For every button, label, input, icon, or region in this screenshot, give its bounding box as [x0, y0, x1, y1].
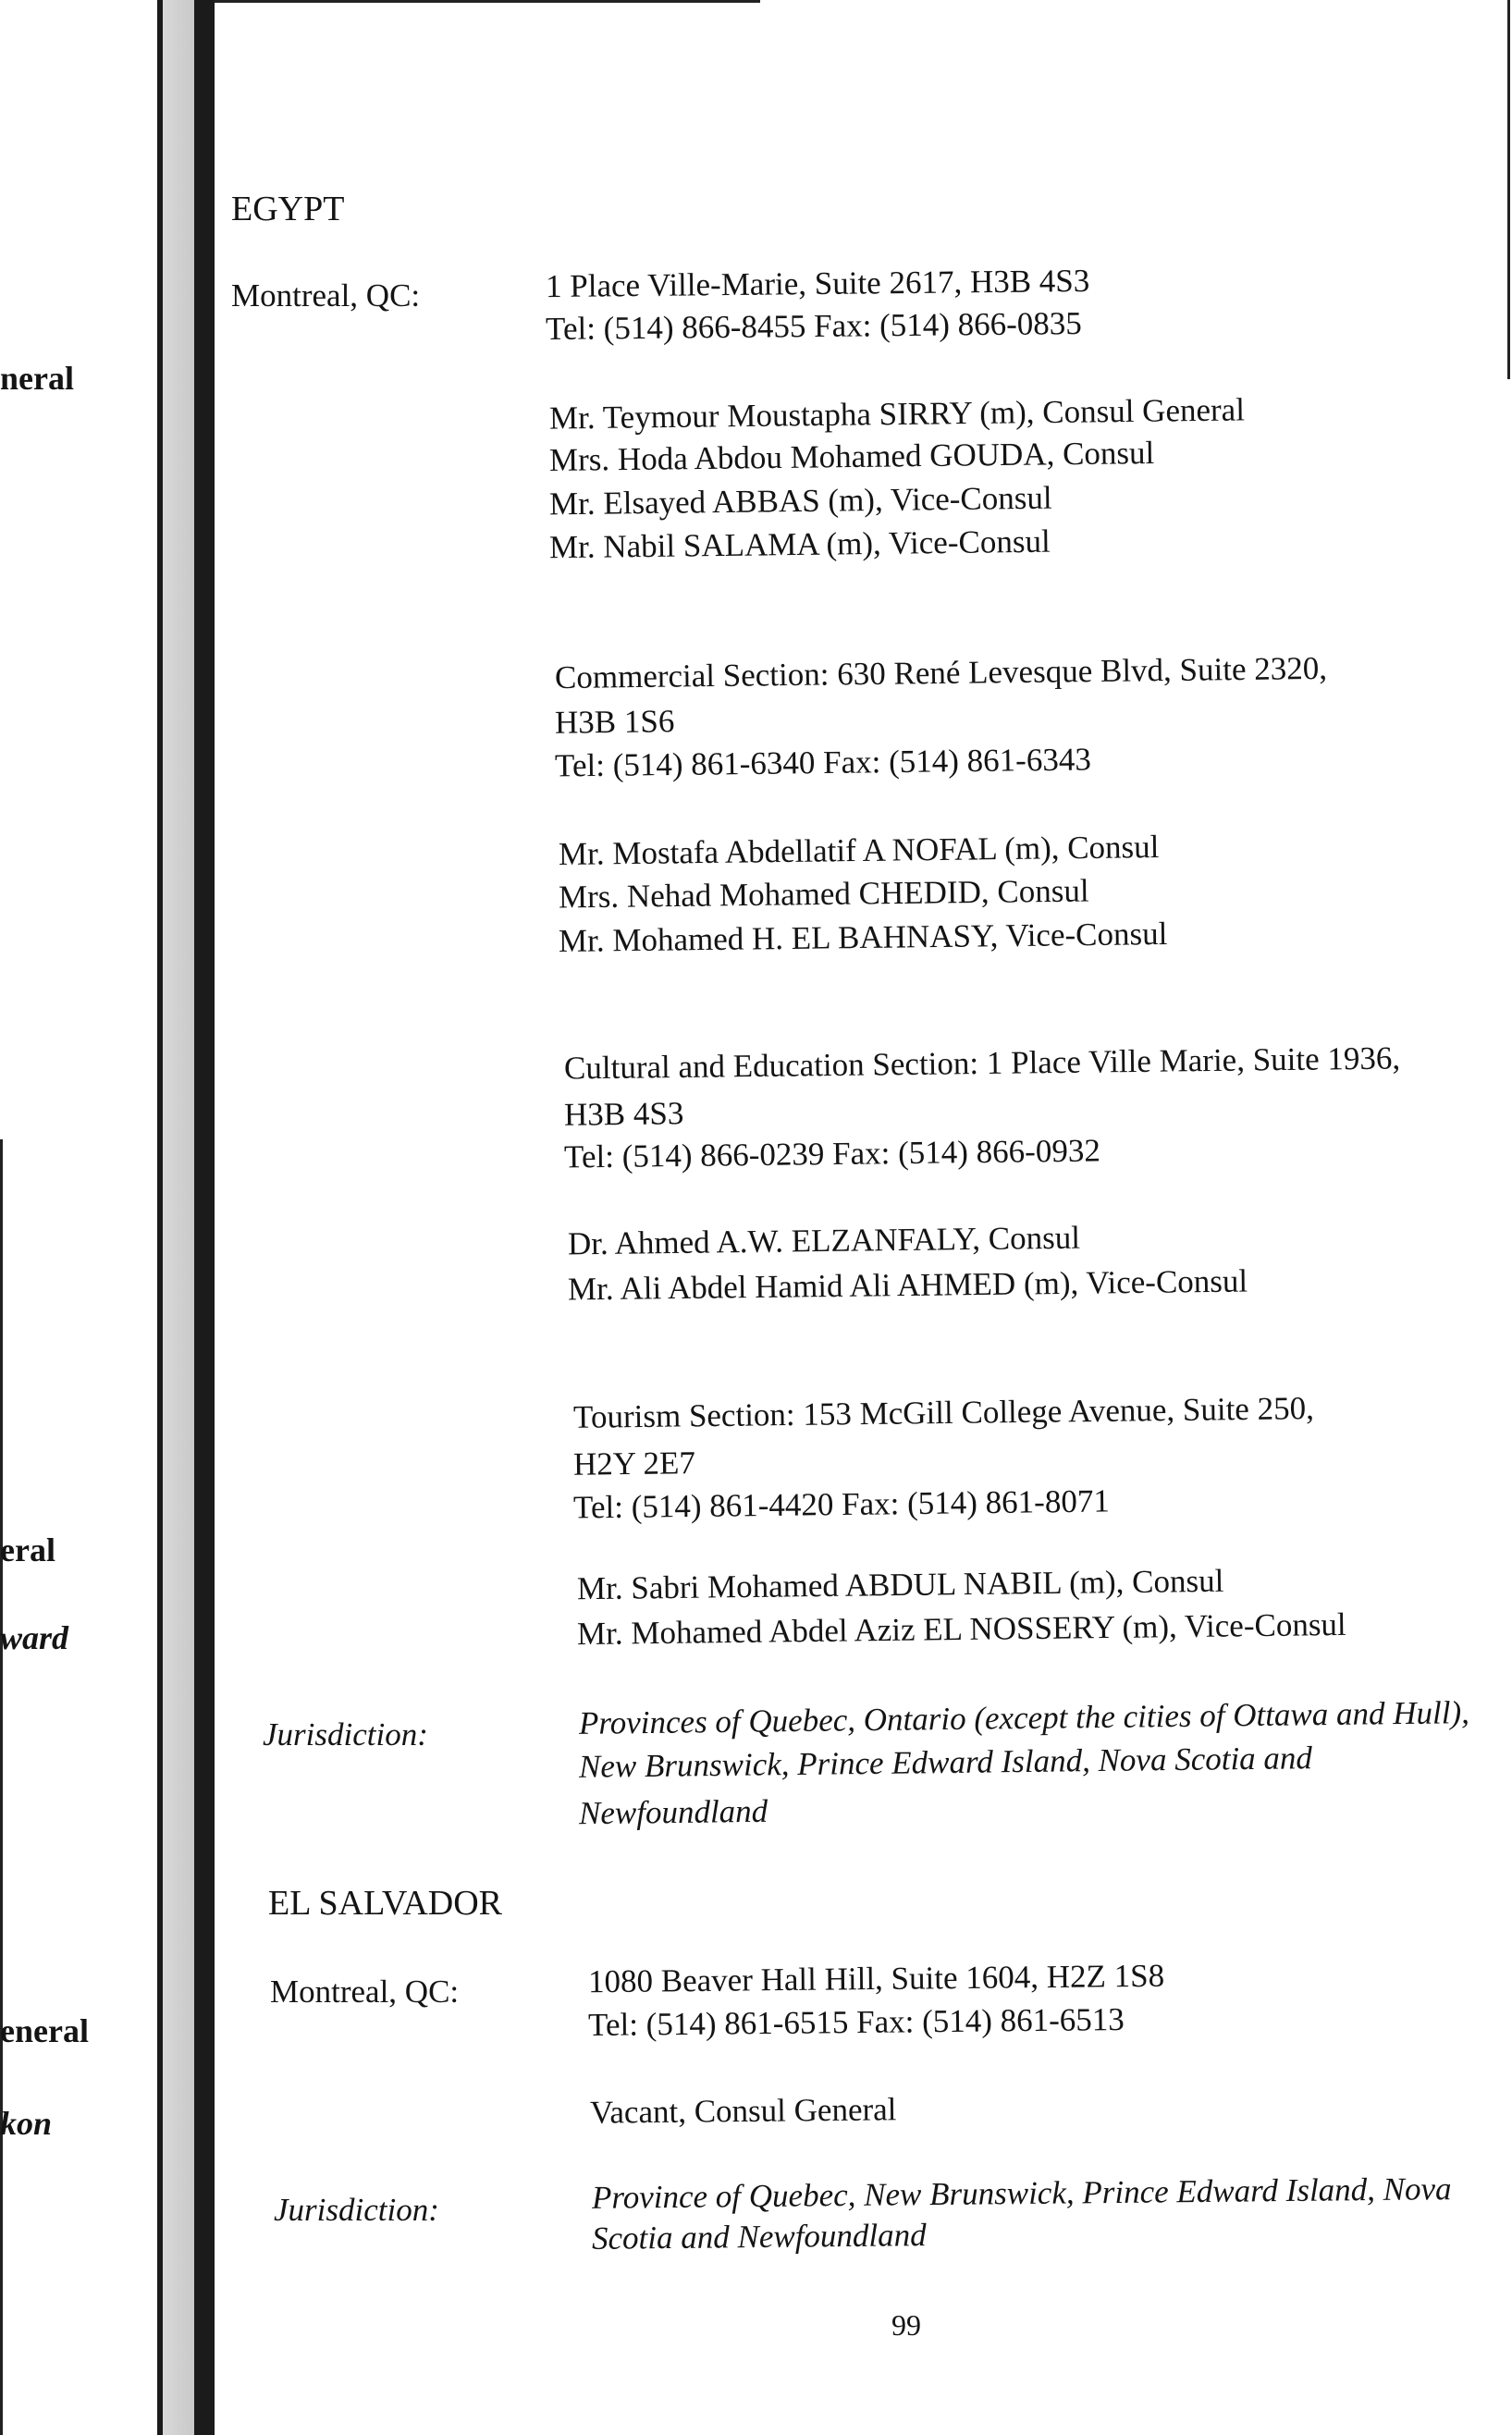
office-label: Montreal, QC:: [270, 1974, 460, 2010]
jurisdiction-line: New Brunswick, Prince Edward Island, Nova Scotia and: [578, 1740, 1313, 1785]
prev-page-fragment: ward: [0, 1619, 69, 1656]
previous-page-rule: [0, 1139, 3, 2435]
phone-line: Tel: (514) 866-0239 Fax: (514) 866-0932: [563, 1132, 1101, 1175]
phone-line: Tel: (514) 866-8455 Fax: (514) 866-0835: [545, 304, 1083, 348]
right-edge-rule: [1507, 0, 1510, 379]
staff-line: Dr. Ahmed A.W. ELZANFALY, Consul: [567, 1219, 1081, 1262]
country-heading-el-salvador: EL SALVADOR: [268, 1884, 503, 1923]
page-binding-shadow: [157, 0, 215, 2435]
page-number: 99: [891, 2308, 921, 2342]
phone-line: Tel: (514) 861-6340 Fax: (514) 861-6343: [554, 741, 1092, 784]
top-rule: [215, 0, 760, 3]
prev-page-fragment: eneral: [0, 2012, 89, 2049]
staff-line: Mr. Elsayed ABBAS (m), Vice-Consul: [548, 479, 1052, 523]
section-address-line: Commercial Section: 630 René Levesque Blvd, Suite 2320,: [554, 649, 1328, 696]
jurisdiction-line: Scotia and Newfoundland: [591, 2217, 927, 2257]
staff-line: Mrs. Nehad Mohamed CHEDID, Consul: [558, 872, 1089, 916]
jurisdiction-label: Jurisdiction:: [274, 2192, 439, 2228]
section-address-line: Tourism Section: 153 McGill College Avenue, Suite 250,: [572, 1390, 1315, 1435]
phone-line: Tel: (514) 861-6515 Fax: (514) 861-6513: [587, 2000, 1125, 2044]
prev-page-fragment: eral: [0, 1531, 55, 1568]
staff-line: Mrs. Hoda Abdou Mohamed GOUDA, Consul: [548, 435, 1155, 478]
staff-line: Mr. Mohamed H. EL BAHNASY, Vice-Consul: [558, 915, 1168, 960]
staff-line: Mr. Nabil SALAMA (m), Vice-Consul: [548, 523, 1051, 566]
postal-code-line: H3B 4S3: [563, 1095, 684, 1133]
address-line: 1 Place Ville-Marie, Suite 2617, H3B 4S3: [545, 262, 1090, 305]
jurisdiction-line: Provinces of Quebec, Ontario (except the cities of Ottawa and Hull),: [578, 1694, 1470, 1741]
staff-line: Mr. Mohamed Abdel Aziz EL NOSSERY (m), Vice-Consul: [576, 1605, 1346, 1653]
address-line: 1080 Beaver Hall Hill, Suite 1604, H2Z 1S8: [587, 1957, 1165, 2000]
phone-line: Tel: (514) 861-4420 Fax: (514) 861-8071: [572, 1482, 1111, 1526]
jurisdiction-line: Province of Quebec, New Brunswick, Prince Edward Island, Nova: [591, 2171, 1452, 2216]
staff-line: Vacant, Consul General: [589, 2091, 897, 2131]
staff-line: Mr. Ali Abdel Hamid Ali AHMED (m), Vice-Consul: [567, 1262, 1248, 1308]
staff-line: Mr. Sabri Mohamed ABDUL NABIL (m), Consul: [576, 1562, 1224, 1607]
jurisdiction-label: Jurisdiction:: [263, 1716, 428, 1752]
office-label: Montreal, QC:: [231, 277, 421, 314]
country-heading-egypt: EGYPT: [231, 190, 345, 228]
prev-page-fragment: kon: [0, 2105, 53, 2142]
section-address-line: Cultural and Education Section: 1 Place Ville Marie, Suite 1936,: [563, 1039, 1401, 1087]
staff-line: Mr. Mostafa Abdellatif A NOFAL (m), Consul: [558, 829, 1160, 872]
jurisdiction-line: Newfoundland: [578, 1792, 768, 1832]
staff-line: Mr. Teymour Moustapha SIRRY (m), Consul General: [548, 391, 1246, 437]
postal-code-line: H3B 1S6: [554, 703, 675, 741]
postal-code-line: H2Y 2E7: [572, 1445, 696, 1482]
prev-page-fragment: neral: [0, 360, 74, 397]
